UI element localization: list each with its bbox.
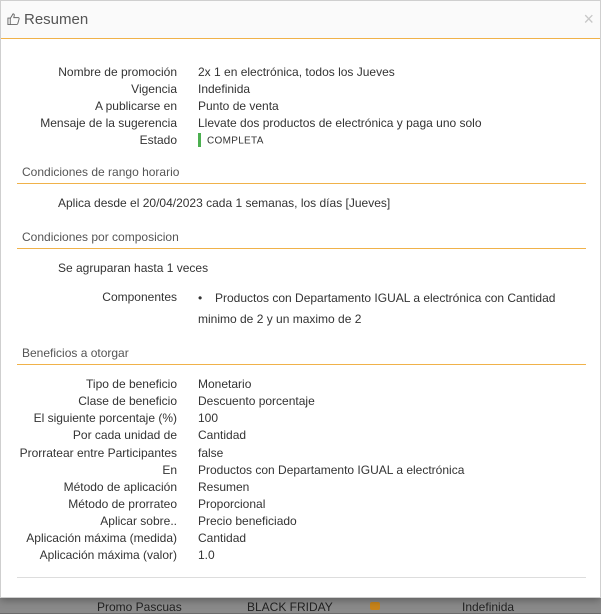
field-label: Clase de beneficio <box>78 394 177 408</box>
section-title: Beneficios a otorgar <box>22 346 129 360</box>
composicion-text: Se agruparan hasta 1 veces <box>58 261 209 275</box>
field-label: Nombre de promoción <box>58 65 177 79</box>
field-label: Aplicación máxima (medida) <box>26 531 177 545</box>
thumbs-up-icon <box>7 12 20 26</box>
field-label: Prorratear entre Participantes <box>19 446 177 460</box>
field-value: false <box>198 446 224 460</box>
footer-divider <box>17 577 586 578</box>
section-beneficios <box>17 343 586 365</box>
list-item: Productos con Departamento IGUAL a electrónica con Cantidad minimo de 2 y un maximo de 2 <box>198 291 556 326</box>
field-value: 2x 1 en electrónica, todos los Jueves <box>198 65 395 79</box>
close-icon[interactable]: × <box>583 9 594 29</box>
beneficio-row <box>1 445 600 462</box>
list-bullet: • <box>198 291 203 305</box>
bg-cell-type: BLACK FRIDAY <box>247 600 333 614</box>
bg-cell-name: Promo Pascuas <box>97 600 182 614</box>
field-value: Precio beneficiado <box>198 514 297 528</box>
beneficio-row <box>1 513 600 530</box>
field-label: En <box>162 463 177 477</box>
beneficio-row <box>1 393 600 410</box>
field-label: El siguiente porcentaje (%) <box>33 411 177 425</box>
components-label: Componentes <box>102 290 177 304</box>
horario-text: Aplica desde el 20/04/2023 cada 1 semanas, los días [Jueves] <box>58 196 391 210</box>
field-value: Monetario <box>198 377 252 391</box>
field-value: 100 <box>198 411 219 425</box>
beneficio-row <box>1 547 600 564</box>
beneficio-row <box>1 479 600 496</box>
beneficio-row <box>1 376 600 393</box>
dialog-header <box>1 1 600 39</box>
field-value: Resumen <box>198 480 250 494</box>
field-label: Tipo de beneficio <box>86 377 177 391</box>
components-list <box>198 288 568 330</box>
bg-cell-vigencia: Indefinida <box>462 600 515 614</box>
status-badge <box>198 132 264 149</box>
field-value: Productos con Departamento IGUAL a electrónica <box>198 463 465 477</box>
field-label: Aplicar sobre.. <box>100 514 177 528</box>
beneficio-row <box>1 462 600 479</box>
field-value: Indefinida <box>198 82 251 96</box>
beneficio-row <box>1 496 600 513</box>
field-value: Punto de venta <box>198 99 279 113</box>
field-value: 1.0 <box>198 548 215 562</box>
summary-row-mensaje <box>1 115 600 132</box>
field-value: Cantidad <box>198 531 247 545</box>
beneficio-row <box>1 427 600 444</box>
field-label: Estado <box>139 133 177 147</box>
summary-row-estado <box>1 132 600 149</box>
dialog-title: Resumen <box>24 11 89 28</box>
background-table-row <box>0 598 601 613</box>
status-indicator <box>198 133 201 147</box>
beneficio-row <box>1 530 600 547</box>
bg-cell-icon <box>370 602 380 610</box>
section-composicion <box>17 227 586 249</box>
summary-row-vigencia <box>1 81 600 98</box>
field-value: Descuento porcentaje <box>198 394 315 408</box>
section-title: Condiciones de rango horario <box>22 165 180 179</box>
field-value: Llevate dos productos de electrónica y paga uno solo <box>198 116 482 130</box>
field-label: Método de prorrateo <box>68 497 177 511</box>
field-label: Mensaje de la sugerencia <box>40 116 177 130</box>
beneficio-row <box>1 410 600 427</box>
field-label: Vigencia <box>131 82 177 96</box>
section-rango-horario <box>17 162 586 184</box>
summary-row-publicarse <box>1 98 600 115</box>
field-label: Aplicación máxima (valor) <box>39 548 177 562</box>
field-label: Por cada unidad de <box>72 428 177 442</box>
status-text: COMPLETA <box>207 135 264 147</box>
field-value: Cantidad <box>198 428 247 442</box>
field-label: Método de aplicación <box>63 480 177 494</box>
summary-row-nombre <box>1 64 600 81</box>
section-title: Condiciones por composicion <box>22 230 179 244</box>
field-value: Proporcional <box>198 497 266 511</box>
field-label: A publicarse en <box>94 99 177 113</box>
